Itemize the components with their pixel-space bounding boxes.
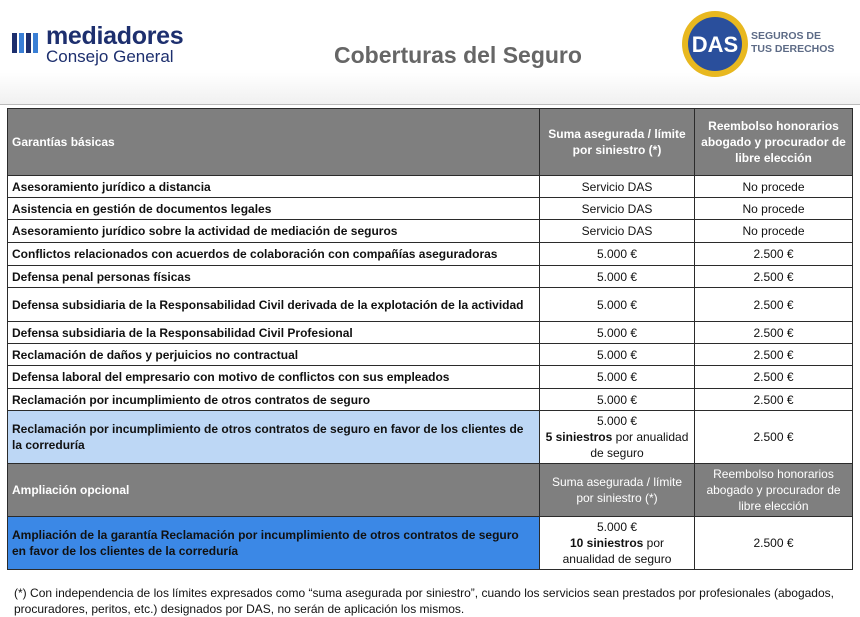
sum-amount: 5.000 € bbox=[596, 414, 638, 428]
claims-limit: 5 siniestros bbox=[545, 430, 613, 444]
fee-refund-cell: 2.500 € bbox=[695, 266, 853, 288]
sum-insured-cell bbox=[540, 517, 695, 570]
fee-refund-cell: 2.500 € bbox=[695, 411, 853, 464]
guarantee-cell: Defensa laboral del empresario con motivo de conflictos con sus empleados bbox=[8, 366, 540, 389]
fee-refund-cell: 2.500 € bbox=[695, 389, 853, 411]
footnote: (*) Con independencia de los límites expresados como “suma asegurada por siniestro”, cuando los servicios sean prestados por profesionales (abogados, procuradores, peritos, etc.) designados por DAS, no serán de aplicación los mismos. bbox=[14, 586, 834, 616]
table-row bbox=[8, 266, 853, 288]
das-tagline bbox=[751, 30, 834, 56]
optional-header-row bbox=[8, 464, 853, 517]
fee-refund-cell: 2.500 € bbox=[695, 517, 853, 570]
guarantee-cell: Defensa subsidiaria de la Responsabilidad Civil Profesional bbox=[8, 322, 540, 344]
das-tagline-line2: TUS DERECHOS bbox=[751, 43, 835, 55]
optional-extension-row bbox=[8, 517, 853, 570]
header-optional-extension: Ampliación opcional bbox=[8, 464, 540, 517]
das-tagline-line1: SEGUROS DE bbox=[751, 30, 822, 42]
sum-insured-cell: 5.000 € bbox=[540, 266, 695, 288]
claims-period: por anualidad de seguro bbox=[562, 536, 672, 566]
header-guarantees: Garantías básicas bbox=[8, 109, 540, 176]
fee-refund-cell: 2.500 € bbox=[695, 288, 853, 322]
highlight-row bbox=[8, 411, 853, 464]
sum-insured-cell: 5.000 € bbox=[540, 366, 695, 389]
table-row bbox=[8, 288, 853, 322]
guarantee-cell: Defensa penal personas físicas bbox=[8, 266, 540, 288]
guarantee-cell: Ampliación de la garantía Reclamación por incumplimiento de otros contratos de seguro en favor de los clientes de la correduría bbox=[8, 517, 540, 570]
sum-insured-cell: Servicio DAS bbox=[540, 220, 695, 243]
table-row bbox=[8, 366, 853, 389]
table-row bbox=[8, 243, 853, 266]
header-divider bbox=[0, 104, 860, 105]
sum-insured-cell: 5.000 € bbox=[540, 344, 695, 366]
header-sum-insured: Suma asegurada / límite por siniestro (*) bbox=[540, 464, 695, 517]
table-row bbox=[8, 344, 853, 366]
fee-refund-cell: 2.500 € bbox=[695, 243, 853, 266]
sum-insured-cell: 5.000 € bbox=[540, 389, 695, 411]
svg-text:DAS: DAS bbox=[691, 32, 739, 57]
page-header bbox=[0, 0, 860, 104]
table-row bbox=[8, 220, 853, 243]
table-header-row bbox=[8, 109, 853, 176]
sum-insured-cell: Servicio DAS bbox=[540, 198, 695, 220]
claims-limit: 10 siniestros bbox=[569, 536, 644, 550]
guarantee-cell: Conflictos relacionados con acuerdos de colaboración con compañías aseguradoras bbox=[8, 243, 540, 266]
guarantee-cell: Defensa subsidiaria de la Responsabilidad Civil derivada de la explotación de la actividad bbox=[8, 288, 540, 322]
fee-refund-cell: No procede bbox=[695, 220, 853, 243]
sum-amount: 5.000 € bbox=[596, 520, 638, 534]
sum-insured-cell: 5.000 € bbox=[540, 322, 695, 344]
sum-insured-cell: 5.000 € bbox=[540, 288, 695, 322]
fee-refund-cell: No procede bbox=[695, 198, 853, 220]
guarantee-cell: Asesoramiento jurídico sobre la actividad de mediación de seguros bbox=[8, 220, 540, 243]
guarantee-cell: Reclamación por incumplimiento de otros contratos de seguro bbox=[8, 389, 540, 411]
table-row bbox=[8, 389, 853, 411]
guarantee-cell: Asistencia en gestión de documentos legales bbox=[8, 198, 540, 220]
sum-insured-cell: 5.000 € bbox=[540, 243, 695, 266]
header-sum-insured: Suma asegurada / límite por siniestro (*) bbox=[540, 109, 695, 176]
header-fee-refund: Reembolso honorarios abogado y procurador de libre elección bbox=[695, 464, 853, 517]
fee-refund-cell: 2.500 € bbox=[695, 322, 853, 344]
logo-sub-text: Consejo General bbox=[46, 47, 174, 66]
fee-refund-cell: No procede bbox=[695, 176, 853, 198]
guarantee-cell: Asesoramiento jurídico a distancia bbox=[8, 176, 540, 198]
das-logo-icon bbox=[681, 10, 749, 78]
logo-main-text: mediadores bbox=[46, 22, 184, 50]
sum-insured-cell: Servicio DAS bbox=[540, 176, 695, 198]
table-row bbox=[8, 176, 853, 198]
page-title: Coberturas del Seguro bbox=[334, 42, 582, 68]
mediadores-logo-mark-icon bbox=[12, 30, 38, 56]
fee-refund-cell: 2.500 € bbox=[695, 366, 853, 389]
table-row bbox=[8, 322, 853, 344]
guarantee-cell: Reclamación de daños y perjuicios no contractual bbox=[8, 344, 540, 366]
table-row bbox=[8, 198, 853, 220]
sum-insured-cell bbox=[540, 411, 695, 464]
guarantee-cell: Reclamación por incumplimiento de otros contratos de seguro en favor de los clientes de la correduría bbox=[8, 411, 540, 464]
fee-refund-cell: 2.500 € bbox=[695, 344, 853, 366]
coverage-table bbox=[7, 108, 853, 570]
claims-period: por anualidad de seguro bbox=[590, 430, 689, 460]
header-fee-refund: Reembolso honorarios abogado y procurador de libre elección bbox=[695, 109, 853, 176]
